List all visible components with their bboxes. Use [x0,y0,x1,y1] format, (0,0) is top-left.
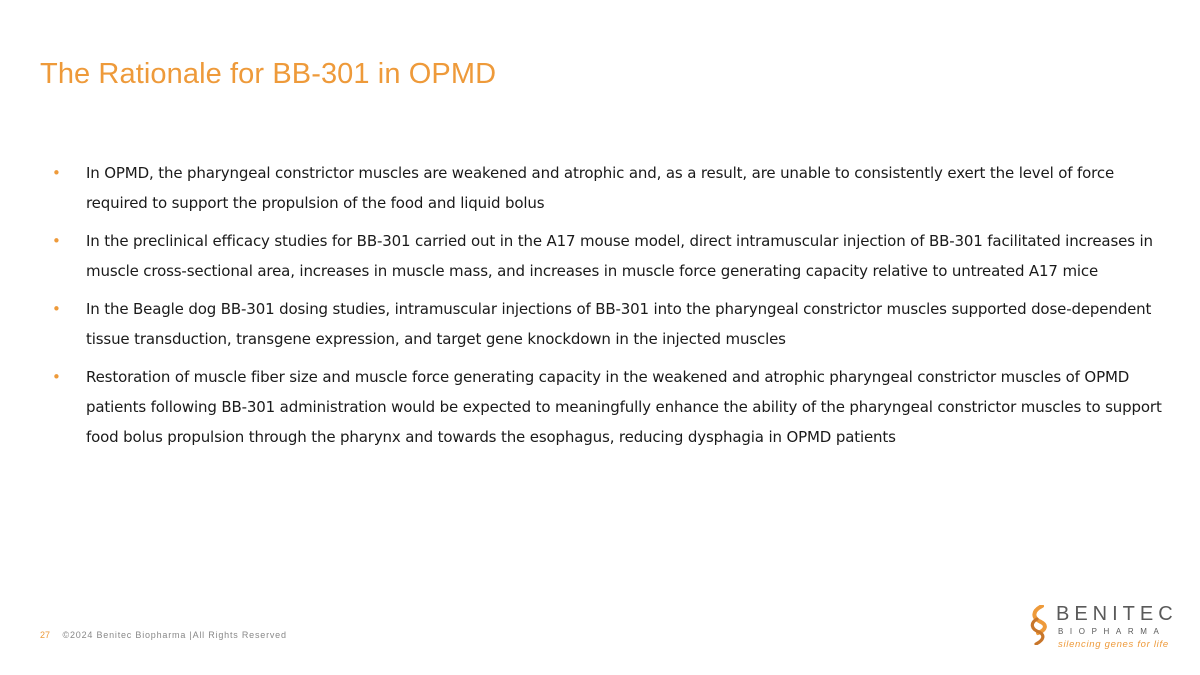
bullet-item [52,158,1162,218]
bullet-text: In the Beagle dog BB-301 dosing studies, intramuscular injections of BB-301 into the pharyngeal constrictor muscles supported dose-dependent tissue transduction, transgene expression, and target gene knockdown in the injected muscles [86,300,1152,348]
bullet-item [52,294,1162,354]
footer [40,630,287,640]
bullet-list [52,158,1162,460]
bullet-item [52,362,1162,452]
bullet-dot: • [52,368,61,386]
bullet-dot: • [52,164,61,182]
bullet-text: In OPMD, the pharyngeal constrictor muscles are weakened and atrophic and, as a result, are unable to consistently exert the level of force required to support the propulsion of the food and liquid bolus [86,164,1115,212]
page-number: 27 [40,630,51,640]
copyright-text: ©2024 Benitec Biopharma |All Rights Reserved [62,630,287,640]
logo-tagline: silencing genes for life [1058,639,1169,650]
bullet-item [52,226,1162,286]
logo-name: BENITEC [1056,603,1178,625]
slide-title: The Rationale for BB-301 in OPMD [40,58,497,90]
company-logo [1028,603,1178,653]
benitec-logo-icon [1028,605,1050,645]
bullet-text: In the preclinical efficacy studies for BB-301 carried out in the A17 mouse model, direct intramuscular injection of BB-301 facilitated increases in muscle cross-sectional area, increases in muscle mass, and increases in muscle force generating capacity relative to untreated A17 mice [86,232,1153,280]
bullet-dot: • [52,232,61,250]
logo-subtitle: BIOPHARMA [1058,627,1166,636]
bullet-dot: • [52,300,61,318]
bullet-text: Restoration of muscle fiber size and muscle force generating capacity in the weakened and atrophic pharyngeal constrictor muscles of OPMD patients following BB-301 administration would be expected to meaningfully enhance the ability of the pharyngeal constrictor muscles to support food bolus propulsion through the pharynx and towards the esophagus, reducing dysphagia in OPMD patients [86,368,1162,446]
